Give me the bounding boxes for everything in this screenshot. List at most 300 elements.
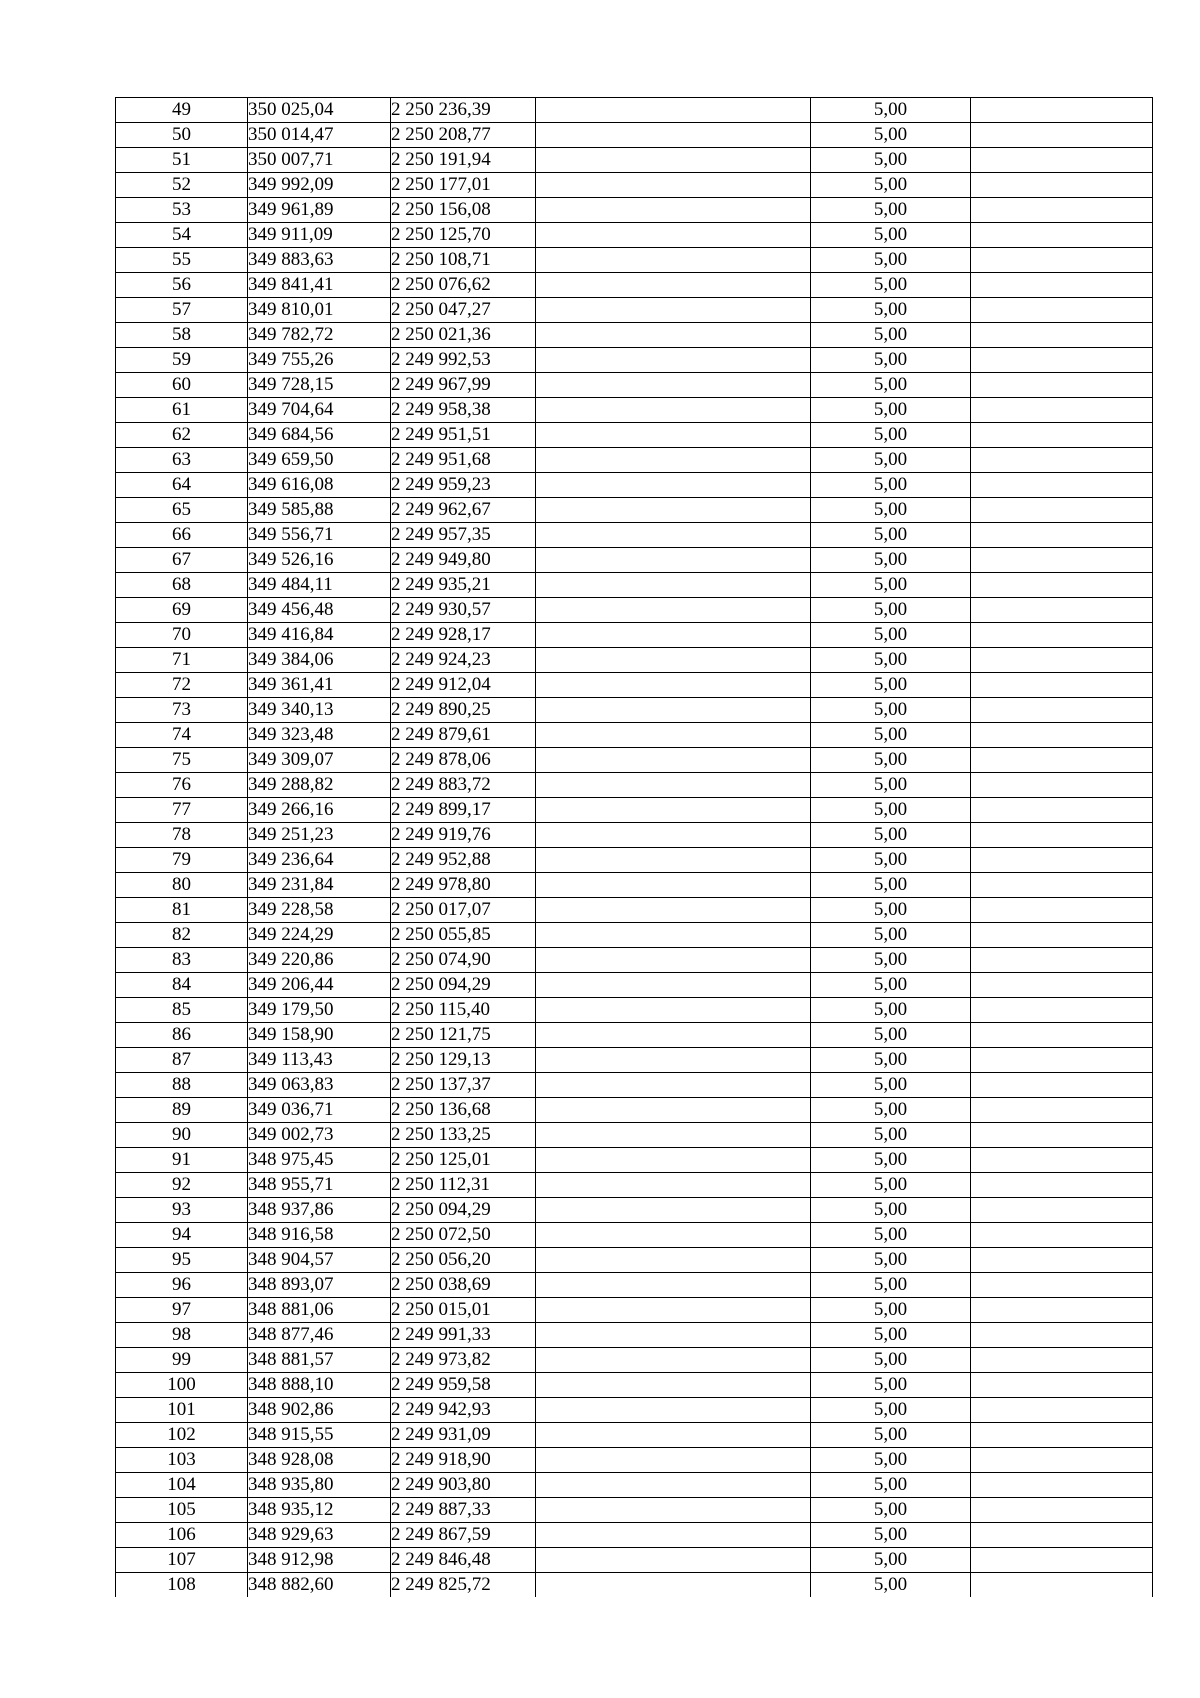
value-cell: 5,00 [811,998,971,1023]
x-coordinate-cell: 349 063,83 [248,1073,391,1098]
point-number-cell: 56 [116,273,248,298]
value-cell: 5,00 [811,548,971,573]
empty-cell [971,1398,1153,1423]
empty-cell [971,273,1153,298]
y-coordinate-cell: 2 250 112,31 [391,1173,536,1198]
table-row [116,1098,1153,1123]
table-row [116,1348,1153,1373]
point-number-cell: 57 [116,298,248,323]
empty-cell [536,148,811,173]
empty-cell [971,1473,1153,1498]
point-number-cell: 100 [116,1373,248,1398]
empty-cell [971,1548,1153,1573]
empty-cell [536,423,811,448]
empty-cell [971,498,1153,523]
table-row [116,1148,1153,1173]
x-coordinate-cell: 349 755,26 [248,348,391,373]
point-number-cell: 98 [116,1323,248,1348]
point-number-cell: 82 [116,923,248,948]
value-cell: 5,00 [811,948,971,973]
point-number-cell: 103 [116,1448,248,1473]
x-coordinate-cell: 349 841,41 [248,273,391,298]
x-coordinate-cell: 348 912,98 [248,1548,391,1573]
empty-cell [971,198,1153,223]
point-number-cell: 69 [116,598,248,623]
point-number-cell: 76 [116,773,248,798]
point-number-cell: 50 [116,123,248,148]
empty-cell [536,1373,811,1398]
y-coordinate-cell: 2 250 047,27 [391,298,536,323]
value-cell: 5,00 [811,248,971,273]
table-row [116,523,1153,548]
x-coordinate-cell: 349 179,50 [248,998,391,1023]
table-row [116,198,1153,223]
y-coordinate-cell: 2 250 072,50 [391,1223,536,1248]
empty-cell [536,273,811,298]
y-coordinate-cell: 2 249 878,06 [391,748,536,773]
empty-cell [536,123,811,148]
value-cell: 5,00 [811,473,971,498]
empty-cell [971,848,1153,873]
x-coordinate-cell: 348 928,08 [248,1448,391,1473]
x-coordinate-cell: 349 782,72 [248,323,391,348]
empty-cell [536,1148,811,1173]
empty-cell [971,448,1153,473]
value-cell: 5,00 [811,1423,971,1448]
x-coordinate-cell: 349 236,64 [248,848,391,873]
x-coordinate-cell: 349 158,90 [248,1023,391,1048]
y-coordinate-cell: 2 249 919,76 [391,823,536,848]
x-coordinate-cell: 349 323,48 [248,723,391,748]
value-cell: 5,00 [811,148,971,173]
value-cell: 5,00 [811,423,971,448]
table-row [116,248,1153,273]
y-coordinate-cell: 2 250 129,13 [391,1048,536,1073]
x-coordinate-cell: 349 456,48 [248,598,391,623]
empty-cell [971,98,1153,123]
table-row [116,1523,1153,1548]
point-number-cell: 92 [116,1173,248,1198]
empty-cell [536,723,811,748]
empty-cell [536,698,811,723]
point-number-cell: 66 [116,523,248,548]
value-cell: 5,00 [811,448,971,473]
table-row [116,448,1153,473]
empty-cell [971,1498,1153,1523]
table-row [116,773,1153,798]
value-cell: 5,00 [811,648,971,673]
table-row [116,998,1153,1023]
empty-cell [971,598,1153,623]
value-cell: 5,00 [811,723,971,748]
value-cell: 5,00 [811,923,971,948]
x-coordinate-cell: 350 007,71 [248,148,391,173]
table-row [116,148,1153,173]
point-number-cell: 81 [116,898,248,923]
value-cell: 5,00 [811,1248,971,1273]
y-coordinate-cell: 2 250 136,68 [391,1098,536,1123]
table-row [116,1173,1153,1198]
table-row [116,98,1153,123]
empty-cell [971,1448,1153,1473]
y-coordinate-cell: 2 249 957,35 [391,523,536,548]
empty-cell [971,573,1153,598]
table-row [116,1373,1153,1398]
empty-cell [971,648,1153,673]
value-cell: 5,00 [811,523,971,548]
table-row [116,173,1153,198]
y-coordinate-cell: 2 250 156,08 [391,198,536,223]
value-cell: 5,00 [811,398,971,423]
y-coordinate-cell: 2 250 125,01 [391,1148,536,1173]
point-number-cell: 108 [116,1573,248,1598]
empty-cell [536,648,811,673]
table-row [116,473,1153,498]
empty-cell [536,1398,811,1423]
y-coordinate-cell: 2 249 973,82 [391,1348,536,1373]
empty-cell [971,823,1153,848]
point-number-cell: 53 [116,198,248,223]
table-row [116,698,1153,723]
y-coordinate-cell: 2 250 133,25 [391,1123,536,1148]
point-number-cell: 86 [116,1023,248,1048]
empty-cell [971,1223,1153,1248]
empty-cell [536,1073,811,1098]
empty-cell [536,873,811,898]
x-coordinate-cell: 349 810,01 [248,298,391,323]
x-coordinate-cell: 349 728,15 [248,373,391,398]
empty-cell [536,923,811,948]
empty-cell [971,348,1153,373]
point-number-cell: 74 [116,723,248,748]
value-cell: 5,00 [811,498,971,523]
point-number-cell: 107 [116,1548,248,1573]
empty-cell [971,1198,1153,1223]
table-row [116,923,1153,948]
y-coordinate-cell: 2 249 930,57 [391,598,536,623]
value-cell: 5,00 [811,1548,971,1573]
value-cell: 5,00 [811,298,971,323]
table-body [116,98,1153,1598]
table-row [116,648,1153,673]
y-coordinate-cell: 2 249 918,90 [391,1448,536,1473]
x-coordinate-cell: 349 556,71 [248,523,391,548]
empty-cell [536,898,811,923]
y-coordinate-cell: 2 249 951,68 [391,448,536,473]
point-number-cell: 60 [116,373,248,398]
point-number-cell: 51 [116,148,248,173]
point-number-cell: 97 [116,1298,248,1323]
x-coordinate-cell: 349 220,86 [248,948,391,973]
x-coordinate-cell: 348 902,86 [248,1398,391,1423]
empty-cell [536,998,811,1023]
empty-cell [536,1548,811,1573]
empty-cell [971,1273,1153,1298]
y-coordinate-cell: 2 249 949,80 [391,548,536,573]
empty-cell [536,598,811,623]
x-coordinate-cell: 349 585,88 [248,498,391,523]
table-row [116,373,1153,398]
x-coordinate-cell: 349 206,44 [248,973,391,998]
point-number-cell: 70 [116,623,248,648]
y-coordinate-cell: 2 250 121,75 [391,1023,536,1048]
x-coordinate-cell: 349 309,07 [248,748,391,773]
y-coordinate-cell: 2 249 942,93 [391,1398,536,1423]
empty-cell [536,373,811,398]
empty-cell [536,298,811,323]
empty-cell [971,698,1153,723]
empty-cell [971,223,1153,248]
x-coordinate-cell: 348 955,71 [248,1173,391,1198]
point-number-cell: 59 [116,348,248,373]
x-coordinate-cell: 349 288,82 [248,773,391,798]
point-number-cell: 89 [116,1098,248,1123]
value-cell: 5,00 [811,623,971,648]
value-cell: 5,00 [811,98,971,123]
empty-cell [536,973,811,998]
y-coordinate-cell: 2 250 094,29 [391,973,536,998]
empty-cell [971,973,1153,998]
x-coordinate-cell: 348 975,45 [248,1148,391,1173]
y-coordinate-cell: 2 249 959,58 [391,1373,536,1398]
empty-cell [536,748,811,773]
value-cell: 5,00 [811,323,971,348]
empty-cell [536,223,811,248]
y-coordinate-cell: 2 250 021,36 [391,323,536,348]
table-row [116,873,1153,898]
y-coordinate-cell: 2 250 056,20 [391,1248,536,1273]
empty-cell [971,773,1153,798]
empty-cell [971,1248,1153,1273]
value-cell: 5,00 [811,273,971,298]
empty-cell [536,573,811,598]
value-cell: 5,00 [811,198,971,223]
y-coordinate-cell: 2 249 887,33 [391,1498,536,1523]
table-row [116,398,1153,423]
table-row [116,948,1153,973]
point-number-cell: 71 [116,648,248,673]
table-row [116,1123,1153,1148]
table-row [116,1223,1153,1248]
value-cell: 5,00 [811,1148,971,1173]
value-cell: 5,00 [811,373,971,398]
x-coordinate-cell: 349 684,56 [248,423,391,448]
value-cell: 5,00 [811,1573,971,1598]
x-coordinate-cell: 349 231,84 [248,873,391,898]
table-row [116,1073,1153,1098]
x-coordinate-cell: 348 893,07 [248,1273,391,1298]
value-cell: 5,00 [811,748,971,773]
empty-cell [971,1523,1153,1548]
value-cell: 5,00 [811,973,971,998]
value-cell: 5,00 [811,898,971,923]
x-coordinate-cell: 348 904,57 [248,1248,391,1273]
value-cell: 5,00 [811,1048,971,1073]
empty-cell [536,1173,811,1198]
table-row [116,1248,1153,1273]
y-coordinate-cell: 2 250 108,71 [391,248,536,273]
point-number-cell: 73 [116,698,248,723]
value-cell: 5,00 [811,1023,971,1048]
table-row [116,1473,1153,1498]
y-coordinate-cell: 2 249 951,51 [391,423,536,448]
table-row [116,498,1153,523]
y-coordinate-cell: 2 249 846,48 [391,1548,536,1573]
point-number-cell: 67 [116,548,248,573]
x-coordinate-cell: 349 266,16 [248,798,391,823]
empty-cell [971,723,1153,748]
empty-cell [971,323,1153,348]
value-cell: 5,00 [811,1348,971,1373]
point-number-cell: 49 [116,98,248,123]
x-coordinate-cell: 350 025,04 [248,98,391,123]
point-number-cell: 75 [116,748,248,773]
x-coordinate-cell: 348 888,10 [248,1373,391,1398]
value-cell: 5,00 [811,223,971,248]
y-coordinate-cell: 2 249 978,80 [391,873,536,898]
point-number-cell: 80 [116,873,248,898]
x-coordinate-cell: 350 014,47 [248,123,391,148]
table-row [116,1273,1153,1298]
table-row [116,223,1153,248]
x-coordinate-cell: 349 361,41 [248,673,391,698]
empty-cell [536,1348,811,1373]
table-row [116,1298,1153,1323]
y-coordinate-cell: 2 249 883,72 [391,773,536,798]
x-coordinate-cell: 349 961,89 [248,198,391,223]
point-number-cell: 93 [116,1198,248,1223]
table-row [116,298,1153,323]
table-row [116,748,1153,773]
point-number-cell: 88 [116,1073,248,1098]
table-row [116,1398,1153,1423]
table-row [116,423,1153,448]
empty-cell [536,98,811,123]
y-coordinate-cell: 2 249 958,38 [391,398,536,423]
table-row [116,273,1153,298]
empty-cell [971,673,1153,698]
table-row [116,898,1153,923]
empty-cell [536,548,811,573]
value-cell: 5,00 [811,823,971,848]
empty-cell [536,198,811,223]
x-coordinate-cell: 349 228,58 [248,898,391,923]
empty-cell [971,1073,1153,1098]
empty-cell [971,798,1153,823]
x-coordinate-cell: 349 526,16 [248,548,391,573]
y-coordinate-cell: 2 249 899,17 [391,798,536,823]
point-number-cell: 94 [116,1223,248,1248]
value-cell: 5,00 [811,1173,971,1198]
empty-cell [536,1423,811,1448]
empty-cell [971,298,1153,323]
empty-cell [536,1498,811,1523]
value-cell: 5,00 [811,1298,971,1323]
empty-cell [971,623,1153,648]
empty-cell [971,898,1153,923]
empty-cell [536,1223,811,1248]
value-cell: 5,00 [811,348,971,373]
point-number-cell: 72 [116,673,248,698]
value-cell: 5,00 [811,1323,971,1348]
empty-cell [971,948,1153,973]
point-number-cell: 85 [116,998,248,1023]
point-number-cell: 102 [116,1423,248,1448]
empty-cell [971,1098,1153,1123]
point-number-cell: 61 [116,398,248,423]
table-row [116,723,1153,748]
y-coordinate-cell: 2 250 236,39 [391,98,536,123]
y-coordinate-cell: 2 249 931,09 [391,1423,536,1448]
value-cell: 5,00 [811,1098,971,1123]
point-number-cell: 54 [116,223,248,248]
empty-cell [971,173,1153,198]
point-number-cell: 83 [116,948,248,973]
y-coordinate-cell: 2 250 076,62 [391,273,536,298]
y-coordinate-cell: 2 249 952,88 [391,848,536,873]
point-number-cell: 106 [116,1523,248,1548]
x-coordinate-cell: 349 113,43 [248,1048,391,1073]
value-cell: 5,00 [811,1448,971,1473]
table-row [116,1048,1153,1073]
empty-cell [971,1298,1153,1323]
value-cell: 5,00 [811,698,971,723]
empty-cell [971,398,1153,423]
y-coordinate-cell: 2 250 038,69 [391,1273,536,1298]
empty-cell [536,1123,811,1148]
value-cell: 5,00 [811,1073,971,1098]
value-cell: 5,00 [811,1523,971,1548]
empty-cell [971,1423,1153,1448]
y-coordinate-cell: 2 249 903,80 [391,1473,536,1498]
empty-cell [536,673,811,698]
point-number-cell: 63 [116,448,248,473]
y-coordinate-cell: 2 249 879,61 [391,723,536,748]
table-row [116,323,1153,348]
x-coordinate-cell: 349 704,64 [248,398,391,423]
point-number-cell: 105 [116,1498,248,1523]
value-cell: 5,00 [811,873,971,898]
empty-cell [536,623,811,648]
x-coordinate-cell: 348 881,06 [248,1298,391,1323]
empty-cell [971,873,1153,898]
y-coordinate-cell: 2 250 017,07 [391,898,536,923]
x-coordinate-cell: 349 251,23 [248,823,391,848]
value-cell: 5,00 [811,573,971,598]
empty-cell [536,398,811,423]
y-coordinate-cell: 2 250 208,77 [391,123,536,148]
x-coordinate-cell: 348 935,12 [248,1498,391,1523]
table-row [116,673,1153,698]
point-number-cell: 65 [116,498,248,523]
empty-cell [536,448,811,473]
table-row [116,973,1153,998]
table-row [116,1548,1153,1573]
table-row [116,848,1153,873]
y-coordinate-cell: 2 250 074,90 [391,948,536,973]
empty-cell [971,1048,1153,1073]
empty-cell [971,1323,1153,1348]
x-coordinate-cell: 349 911,09 [248,223,391,248]
y-coordinate-cell: 2 250 125,70 [391,223,536,248]
empty-cell [971,1023,1153,1048]
x-coordinate-cell: 348 916,58 [248,1223,391,1248]
empty-cell [971,748,1153,773]
empty-cell [536,1323,811,1348]
y-coordinate-cell: 2 249 928,17 [391,623,536,648]
point-number-cell: 64 [116,473,248,498]
point-number-cell: 95 [116,1248,248,1273]
